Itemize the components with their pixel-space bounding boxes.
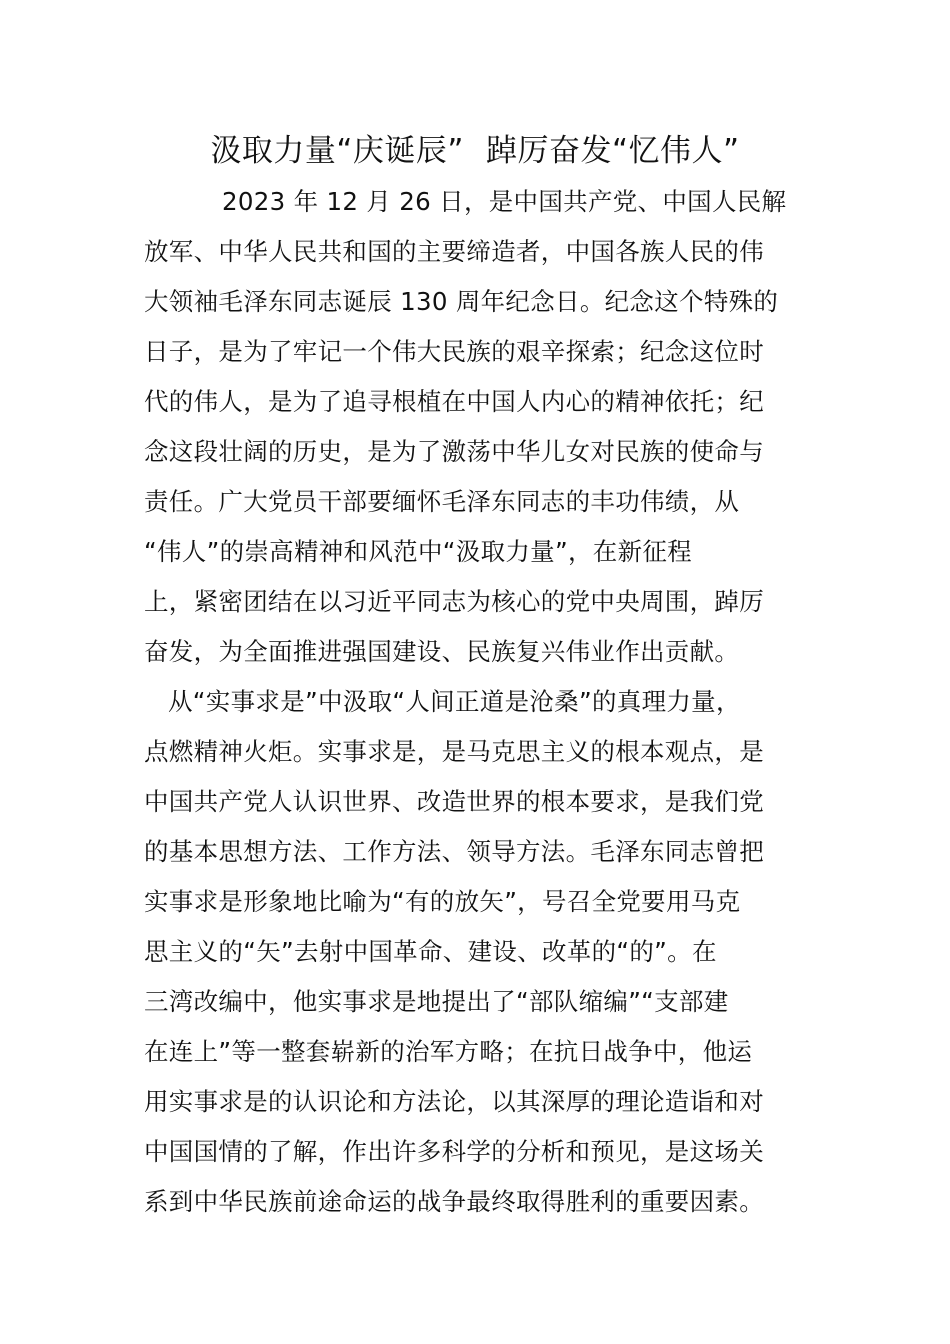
paragraph-1-line: 念这段壮阔的历史，是为了激荡中华儿女对民族的使命与 — [144, 437, 764, 466]
paragraph-2-line: 从“实事求是”中汲取“人间正道是沧桑”的真理力量， — [168, 687, 741, 716]
paragraph-1-line: “伟人”的崇高精神和风范中“汲取力量”，在新征程 — [144, 537, 692, 566]
paragraph-2-line: 中国国情的了解，作出许多科学的分析和预见，是这场关 — [144, 1137, 764, 1166]
paragraph-2-line: 思主义的“矢”去射中国革命、建设、改革的“的”。在 — [144, 937, 717, 966]
paragraph-2-line: 中国共产党人认识世界、改造世界的根本要求，是我们党 — [144, 787, 764, 816]
paragraph-2-line: 系到中华民族前途命运的战争最终取得胜利的重要因素。 — [144, 1187, 764, 1216]
paragraph-1-line: 日子，是为了牢记一个伟大民族的艰辛探索；纪念这位时 — [144, 337, 764, 366]
paragraph-2-line: 用实事求是的认识论和方法论，以其深厚的理论造诣和对 — [144, 1087, 764, 1116]
paragraph-2-line: 点燃精神火炬。实事求是，是马克思主义的根本观点，是 — [144, 737, 764, 766]
paragraph-2-line: 在连上”等一整套崭新的治军方略；在抗日战争中，他运 — [144, 1037, 753, 1066]
paragraph-1-line: 奋发，为全面推进强国建设、民族复兴伟业作出贡献。 — [144, 637, 740, 666]
title-part-1: 汲取力量“庆诞辰” — [210, 133, 464, 169]
title-part-2: 踔厉奋发“忆伟人” — [486, 133, 740, 169]
document-body — [144, 177, 808, 1227]
document-title — [0, 126, 950, 176]
paragraph-1-line: 放军、中华人民共和国的主要缔造者，中国各族人民的伟 — [144, 237, 764, 266]
paragraph-1-line: 2023 年 12 月 26 日，是中国共产党、中国人民解 — [222, 187, 787, 216]
paragraph-2-line: 实事求是形象地比喻为“有的放矢”，号召全党要用马克 — [144, 887, 741, 916]
paragraph-1-line: 代的伟人，是为了追寻根植在中国人内心的精神依托；纪 — [144, 387, 764, 416]
paragraph-1-line: 上，紧密团结在以习近平同志为核心的党中央周围，踔厉 — [144, 587, 764, 616]
paragraph-2-line: 的基本思想方法、工作方法、领导方法。毛泽东同志曾把 — [144, 837, 764, 866]
paragraph-1-line: 责任。广大党员干部要缅怀毛泽东同志的丰功伟绩，从 — [144, 487, 740, 516]
paragraph-2-line: 三湾改编中，他实事求是地提出了“部队缩编”“支部建 — [144, 987, 729, 1016]
paragraph-1-line: 大领袖毛泽东同志诞辰 130 周年纪念日。纪念这个特殊的 — [144, 287, 779, 316]
